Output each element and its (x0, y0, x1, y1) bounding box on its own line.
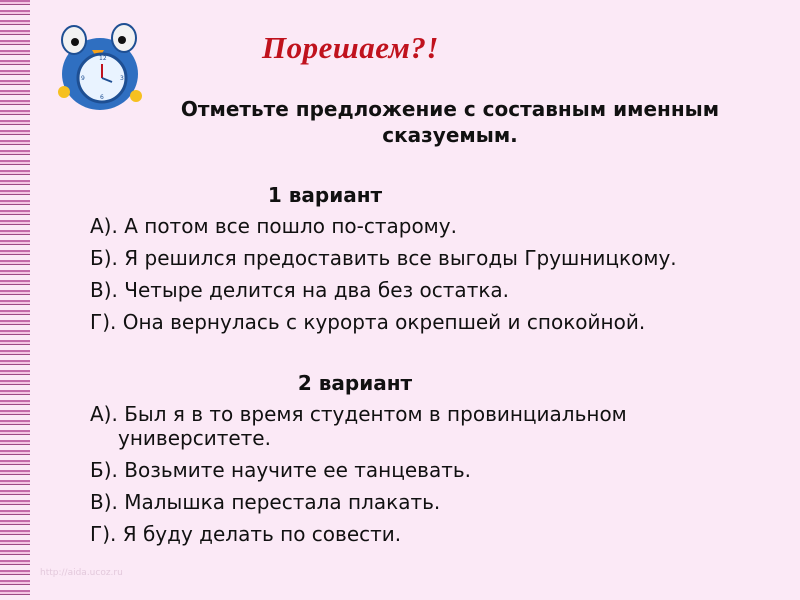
variant-1-option-d: Г). Она вернулась с курорта окрепшей и спокойной. (90, 310, 646, 334)
task-instruction: Отметьте предложение с составным именным сказуемым. (180, 97, 720, 147)
variant-1 (90, 180, 780, 342)
variant-1-option-b: Б). Я решился предоставить все выгоды Грушницкому. (90, 246, 677, 270)
svg-text:3: 3 (120, 75, 124, 82)
variant-2-header: 2 вариант (297, 371, 413, 395)
variant-2-option-b: Б). Возьмите научите ее танцевать. (90, 458, 472, 482)
watermark: http://aida.ucoz.ru (40, 568, 123, 578)
variant-1-header: 1 вариант (267, 183, 383, 207)
svg-text:9: 9 (81, 75, 85, 82)
variant-2 (90, 368, 780, 554)
spiral-binding (0, 0, 30, 600)
variant-2-option-d: Г). Я буду делать по совести. (90, 522, 402, 546)
svg-text:6: 6 (100, 94, 104, 101)
variant-2-option-c: В). Малышка перестала плакать. (90, 490, 441, 514)
slide-title: Порешаем?! (262, 30, 439, 65)
variant-2-option-a: А). Был я в то время студентом в провинциальном университете. (90, 402, 627, 450)
variant-1-option-a: А). А потом все пошло по-старому. (90, 214, 457, 238)
variant-1-option-c: В). Четыре делится на два без остатка. (90, 278, 510, 302)
svg-text:12: 12 (99, 55, 107, 62)
